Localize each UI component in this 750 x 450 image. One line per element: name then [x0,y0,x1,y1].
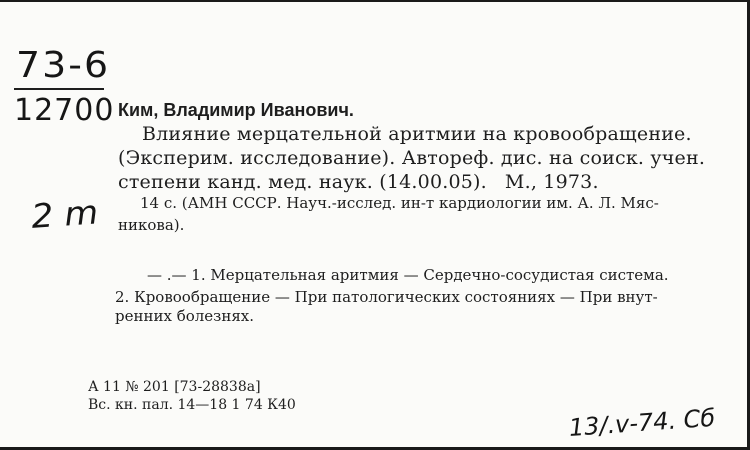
title-line-3 [118,171,599,193]
handwritten-margin-note: 2 m [30,192,100,236]
imprint-place-year: М., 1973. [504,171,599,193]
subject-line-3: ренних болезнях. [115,307,255,325]
author-heading: Ким, Владимир Иванович. [118,100,354,120]
footer-line-2: Вс. кн. пал. 14—18 1 74 К40 [88,397,296,413]
title-line-3-text: степени канд. мед. наук. (14.00.05). [118,171,487,193]
title-line-2: (Эксперим. исследование). Автореф. дис. на соиск. учен. [118,147,706,169]
handwritten-date-stamp: 13/.v-74. Сб [568,403,717,442]
collation-line-1: 14 с. (АМН СССР. Науч.-исслед. ин-т кардиологии им. А. Л. Мяс- [140,194,659,212]
call-number-bottom: 12700 [14,93,115,128]
title-line-1: Влияние мерцательной аритмии на кровообращение. [142,123,692,145]
subject-line-1: — .— 1. Мерцательная аритмия — Сердечно-сосудистая система. [147,266,669,284]
collation-line-2: никова). [118,216,185,234]
footer-line-1: А 11 № 201 [73-28838а] [88,379,261,395]
call-number-rule [14,88,104,90]
call-number-top: 73-6 [16,45,111,86]
subject-line-2: 2. Кровообращение — При патологических состояниях — При внут- [115,288,658,306]
